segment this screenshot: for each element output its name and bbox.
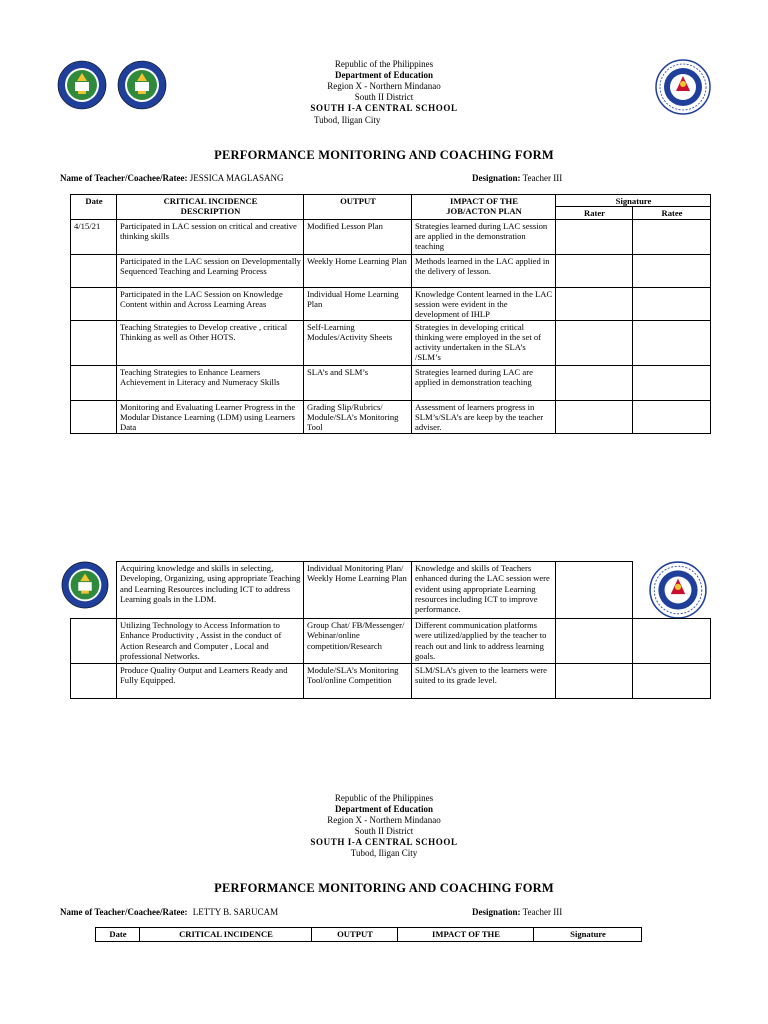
ratee-signature-cell[interactable] — [633, 619, 711, 664]
impact-cell: Knowledge and skills of Teachers enhanced during the LAC session were evident using appropriate Learning resources including ICT to improve performance. — [412, 562, 556, 619]
republic-line: Republic of the Philippines — [334, 59, 434, 69]
table-row — [71, 320, 711, 365]
table-row — [71, 219, 711, 254]
coaching-table-2 — [95, 927, 642, 942]
description-cell: Participated in the LAC Session on Knowledge Content within and Across Learning Areas — [117, 287, 304, 320]
ratee-signature-cell[interactable] — [633, 664, 711, 699]
ratee-signature-cell[interactable] — [633, 400, 711, 433]
table-row — [71, 400, 711, 433]
department-line: Department of Education — [335, 804, 433, 814]
output-cell: Self-Learning Modules/Activity Sheets — [304, 320, 412, 365]
designation-value: Teacher III — [522, 907, 563, 917]
table-row — [71, 562, 711, 619]
col-impact: IMPACT OF THE — [398, 928, 534, 942]
output-cell: Module/SLA’s Monitoring Tool/online Competition — [304, 664, 412, 699]
date-cell — [71, 365, 117, 400]
col-date: Date — [96, 928, 140, 942]
region-line: Region X - Northern Mindanao — [327, 81, 441, 91]
table-row — [71, 254, 711, 287]
col-ratee: Ratee — [633, 207, 711, 219]
date-cell — [71, 619, 117, 664]
date-cell — [71, 287, 117, 320]
description-cell: Teaching Strategies to Develop creative , critical Thinking as well as Other HOTS. — [117, 320, 304, 365]
name-label: Name of Teacher/Coachee/Ratee: — [60, 173, 188, 183]
school-line: SOUTH I-A CENTRAL SCHOOL — [310, 837, 458, 847]
coaching-table-continued — [70, 561, 711, 699]
name-line-2 — [60, 907, 278, 917]
rater-signature-cell[interactable] — [556, 219, 633, 254]
name-line — [60, 173, 284, 183]
impact-cell: Strategies in developing critical thinking were employed in the set of activity undertaken in the SLA’s /SLM’s — [412, 320, 556, 365]
col-incidence: CRITICAL INCIDENCE DESCRIPTION — [117, 195, 304, 220]
col-signature: Signature — [534, 928, 642, 942]
designation-value: Teacher III — [522, 173, 563, 183]
school-line: SOUTH I-A CENTRAL SCHOOL — [310, 103, 458, 113]
description-cell: Teaching Strategies to Enhance Learners Achievement in Literacy and Numeracy Skills — [117, 365, 304, 400]
output-cell: SLA’s and SLM’s — [304, 365, 412, 400]
letterhead — [0, 59, 768, 114]
impact-cell: Knowledge Content learned in the LAC session were evident in the development of IHLP — [412, 287, 556, 320]
output-cell: Individual Monitoring Plan/ Weekly Home Learning Plan — [304, 562, 412, 619]
impact-cell: Strategies learned during LAC are applied in demonstration teaching — [412, 365, 556, 400]
date-cell — [71, 400, 117, 433]
district-line: South II District — [354, 826, 414, 836]
table-row — [71, 287, 711, 320]
form-title: PERFORMANCE MONITORING AND COACHING FORM — [214, 148, 554, 162]
col-signature: Signature — [556, 195, 711, 207]
designation-line-2 — [472, 907, 562, 917]
impact-cell: Assessment of learners progress in SLM’s/SLA’s are keep by the teacher adviser. — [412, 400, 556, 433]
impact-cell: SLM/SLA’s given to the learners were suited to its grade level. — [412, 664, 556, 699]
rater-signature-cell[interactable] — [556, 619, 633, 664]
table-row — [71, 365, 711, 400]
ratee-signature-cell[interactable] — [633, 320, 711, 365]
name-label: Name of Teacher/Coachee/Ratee: — [60, 907, 188, 917]
republic-line: Republic of the Philippines — [334, 793, 434, 803]
rater-signature-cell[interactable] — [556, 287, 633, 320]
region-line: Region X - Northern Mindanao — [327, 815, 441, 825]
col-incidence: CRITICAL INCIDENCE — [140, 928, 312, 942]
table-row — [71, 619, 711, 664]
ratee-signature-cell[interactable] — [633, 287, 711, 320]
description-cell: Acquiring knowledge and skills in selecting, Developing, Organizing, using appropriate Teaching and Learning Resources including ICT to address Learning goals in the LDM. — [117, 562, 304, 619]
ratee-signature-cell[interactable] — [633, 562, 711, 619]
department-line: Department of Education — [335, 70, 433, 80]
ratee-signature-cell[interactable] — [633, 254, 711, 287]
date-cell: 4/15/21 — [71, 219, 117, 254]
description-cell: Participated in LAC session on critical and creative thinking skills — [117, 219, 304, 254]
form-title-2: PERFORMANCE MONITORING AND COACHING FORM — [214, 881, 554, 895]
description-cell: Monitoring and Evaluating Learner Progress in the Modular Distance Learning (LDM) using Learners Data — [117, 400, 304, 433]
impact-cell: Methods learned in the LAC applied in the delivery of lesson. — [412, 254, 556, 287]
designation-line — [472, 173, 562, 183]
impact-cell: Different communication platforms were utilized/applied by the teacher to reach out and link to address learning goals. — [412, 619, 556, 664]
teacher-name: LETTY B. SARUCAM — [192, 907, 279, 917]
rater-signature-cell[interactable] — [556, 400, 633, 433]
designation-label: Designation: — [472, 907, 521, 917]
output-cell: Individual Home Learning Plan — [304, 287, 412, 320]
district-line: South II District — [354, 92, 414, 102]
rater-signature-cell[interactable] — [556, 562, 633, 619]
rater-signature-cell[interactable] — [556, 254, 633, 287]
output-cell: Group Chat/ FB/Messenger/ Webinar/online competition/Research — [304, 619, 412, 664]
impact-cell: Strategies learned during LAC session are applied in the demonstration teaching — [412, 219, 556, 254]
ratee-signature-cell[interactable] — [633, 365, 711, 400]
city-line: Tubod, Iligan City — [314, 115, 381, 125]
table-row — [71, 664, 711, 699]
designation-label: Designation: — [472, 173, 521, 183]
coaching-table — [70, 194, 711, 434]
col-rater: Rater — [556, 207, 633, 219]
letterhead-2 — [0, 793, 768, 859]
rater-signature-cell[interactable] — [556, 664, 633, 699]
col-date: Date — [71, 195, 117, 220]
city-line: Tubod, Iligan City — [350, 848, 418, 858]
output-cell: Grading Slip/Rubrics/ Module/SLA’s Monitoring Tool — [304, 400, 412, 433]
rater-signature-cell[interactable] — [556, 320, 633, 365]
date-cell — [71, 562, 117, 619]
output-cell: Modified Lesson Plan — [304, 219, 412, 254]
description-cell: Participated in the LAC session on Developmentally Sequenced Teaching and Learning Process — [117, 254, 304, 287]
output-cell: Weekly Home Learning Plan — [304, 254, 412, 287]
teacher-name: JESSICA MAGLASANG — [189, 173, 284, 183]
ratee-signature-cell[interactable] — [633, 219, 711, 254]
date-cell — [71, 254, 117, 287]
description-cell: Produce Quality Output and Learners Ready and Fully Equipped. — [117, 664, 304, 699]
date-cell — [71, 664, 117, 699]
rater-signature-cell[interactable] — [556, 365, 633, 400]
col-impact: IMPACT OF THE JOB/ACTON PLAN — [412, 195, 556, 220]
description-cell: Utilizing Technology to Access Information to Enhance Productivity , Assist in the conduct of Action Research and Computer , Local and professional Networks. — [117, 619, 304, 664]
col-output: OUTPUT — [304, 195, 412, 220]
date-cell — [71, 320, 117, 365]
col-output: OUTPUT — [312, 928, 398, 942]
